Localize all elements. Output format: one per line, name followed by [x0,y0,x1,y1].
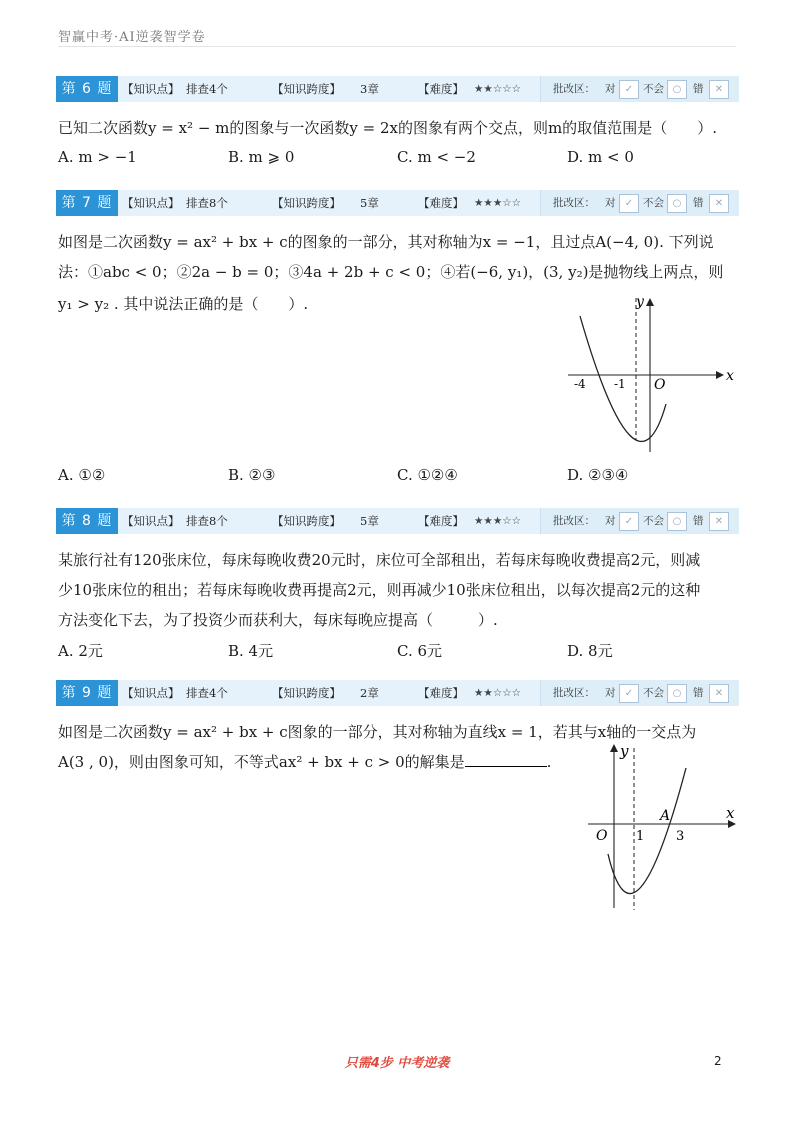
question-number: 第 9 题 [56,680,118,706]
option-c[interactable]: C. 6元 [397,642,443,660]
page-header: 智赢中考·AI逆袭智学卷 [58,30,206,45]
unknown-checkbox[interactable]: ○ [667,80,687,99]
wrong-label: 错 [693,83,704,95]
difficulty-label: 【难度】 [418,196,464,210]
question-stem-8-line-2: 少10张床位的租出；若每床每晚收费再提高2元，则再减少10张床位租出，以每次提高2元的这种 [58,581,701,599]
question-stem-8-line-1: 某旅行社有120张床位，每床每晚收费20元时，床位可全部租出，若每床每晚收费提高2元，则减 [58,551,701,569]
y-axis-arrow [646,298,654,306]
knowledge-value: 排查8个 [186,514,228,528]
unknown-checkbox[interactable]: ○ [667,194,687,213]
tick-label-a: 1 [636,829,645,844]
unknown-label: 不会 [643,83,664,95]
option-a[interactable]: A. 2元 [58,642,103,660]
unknown-checkbox[interactable]: ○ [667,684,687,703]
grading-label: 批改区： [553,197,595,209]
parabola-curve [608,768,686,894]
question-stem-8-line-3: 方法变化下去，为了投资少而获利大，每床每晚应提高（ ）. [58,611,498,629]
unknown-label: 不会 [643,197,664,209]
question-bar-8 [56,508,738,534]
question-stem-6: 已知二次函数y = x² − m的图象与一次函数y = 2x的图象有两个交点，则m的取值范围是（ ）. [58,119,717,137]
grading-area [540,508,739,534]
point-a-label: A [660,808,671,824]
grading-area [540,190,739,216]
wrong-checkbox[interactable]: ✕ [709,194,729,213]
stem-end: . [546,753,552,771]
span-value: 3章 [360,82,379,96]
option-b[interactable]: B. m ⩾ 0 [228,148,295,166]
correct-checkbox[interactable]: ✓ [619,194,639,213]
question-stem-7-line-2: 法：①abc < 0；②2a − b = 0；③4a + 2b + c < 0；④若(−6, y₁)，(3, y₂)是抛物线上两点，则 [58,263,724,281]
parabola-figure-9 [586,738,746,918]
x-label: x [726,368,734,384]
difficulty-label: 【难度】 [418,514,464,528]
knowledge-value: 排查4个 [186,686,228,700]
origin-label: O [596,828,608,844]
question-number: 第 6 题 [56,76,118,102]
span-value: 5章 [360,514,379,528]
difficulty-label: 【难度】 [418,82,464,96]
y-label: y [636,294,644,310]
difficulty-stars: ★★★☆☆ [474,197,522,209]
span-label: 【知识跨度】 [272,514,341,528]
grading-area [540,680,739,706]
option-a[interactable]: A. ①② [58,466,106,484]
knowledge-label: 【知识点】 [122,196,180,210]
tick-label-a: -4 [574,377,586,391]
option-d[interactable]: D. ②③④ [567,466,629,484]
correct-checkbox[interactable]: ✓ [619,684,639,703]
difficulty-stars: ★★★☆☆ [474,515,522,527]
span-value: 5章 [360,196,379,210]
correct-label: 对 [605,687,616,699]
correct-label: 对 [605,515,616,527]
question-bar-6 [56,76,738,102]
span-value: 2章 [360,686,379,700]
wrong-checkbox[interactable]: ✕ [709,512,729,531]
question-stem-9-line-2 [58,747,551,777]
origin-label: O [654,377,666,393]
knowledge-label: 【知识点】 [122,686,180,700]
correct-checkbox[interactable]: ✓ [619,512,639,531]
knowledge-value: 排查8个 [186,196,228,210]
question-number: 第 8 题 [56,508,118,534]
knowledge-label: 【知识点】 [122,514,180,528]
grading-label: 批改区： [553,687,595,699]
difficulty-stars: ★★☆☆☆ [474,687,522,699]
x-label: x [726,804,735,822]
question-bar-9 [56,680,738,706]
x-axis-arrow [716,371,724,379]
header-divider [58,46,736,47]
span-label: 【知识跨度】 [272,686,341,700]
unknown-label: 不会 [643,515,664,527]
knowledge-value: 排查4个 [186,82,228,96]
grading-label: 批改区： [553,515,595,527]
span-label: 【知识跨度】 [272,82,341,96]
tick-label-b: 3 [676,829,685,844]
question-stem-7-line-1: 如图是二次函数y = ax² + bx + c的图象的一部分，其对称轴为x = −1，且过点A(−4, 0). 下列说 [58,233,714,251]
option-a[interactable]: A. m > −1 [58,148,137,166]
option-b[interactable]: B. ②③ [228,466,276,484]
option-c[interactable]: C. ①②④ [397,466,458,484]
question-number: 第 7 题 [56,190,118,216]
option-d[interactable]: D. 8元 [567,642,613,660]
difficulty-label: 【难度】 [418,686,464,700]
correct-label: 对 [605,83,616,95]
question-stem-9-line-1: 如图是二次函数y = ax² + bx + c图象的一部分，其对称轴为直线x = 1，若其与x轴的一交点为 [58,723,697,741]
option-d[interactable]: D. m < 0 [567,148,634,166]
option-b[interactable]: B. 4元 [228,642,274,660]
wrong-label: 错 [693,515,704,527]
correct-checkbox[interactable]: ✓ [619,80,639,99]
parabola-figure-7 [566,292,738,462]
unknown-checkbox[interactable]: ○ [667,512,687,531]
tick-label-b: -1 [614,377,626,391]
difficulty-stars: ★★☆☆☆ [474,83,522,95]
y-axis-arrow [610,744,618,752]
question-stem-7-line-3: y₁ > y₂ . 其中说法正确的是（ ）. [58,295,309,313]
grading-label: 批改区： [553,83,595,95]
option-c[interactable]: C. m < −2 [397,148,476,166]
footer-slogan: 只需4步 中考逆袭 [344,1056,450,1071]
wrong-label: 错 [693,197,704,209]
grading-area [540,76,739,102]
knowledge-label: 【知识点】 [122,82,180,96]
correct-label: 对 [605,197,616,209]
wrong-checkbox[interactable]: ✕ [709,80,729,99]
question-stem-9-text: A(3 , 0)，则由图象可知，不等式ax² + bx + c > 0的解集是 [58,753,465,771]
unknown-label: 不会 [643,687,664,699]
question-bar-7 [56,190,738,216]
page-number: 2 [714,1054,722,1068]
span-label: 【知识跨度】 [272,196,341,210]
wrong-label: 错 [693,687,704,699]
wrong-checkbox[interactable]: ✕ [709,684,729,703]
y-label: y [620,742,629,760]
answer-blank[interactable] [465,752,547,767]
